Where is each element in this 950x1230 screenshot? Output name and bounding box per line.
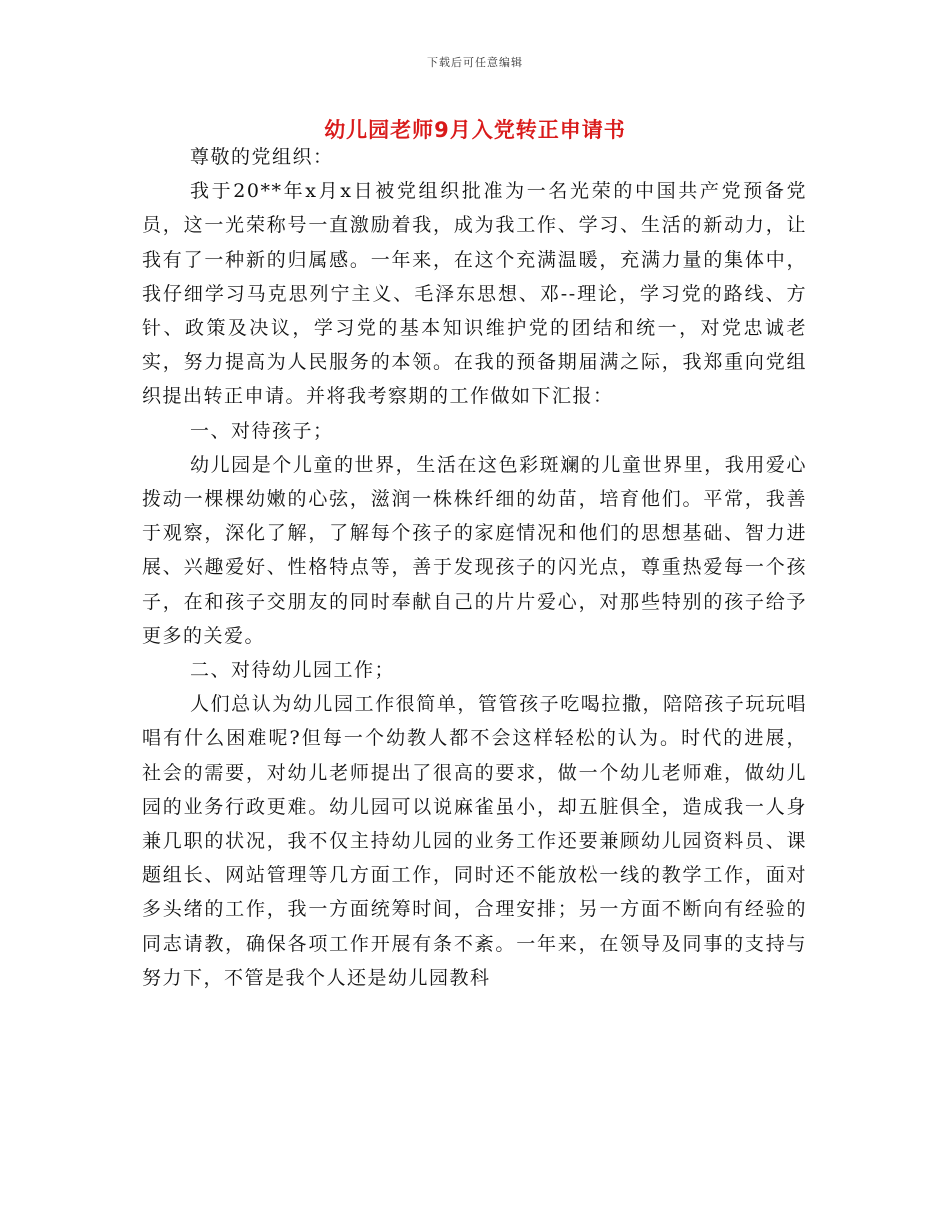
section-heading-kindergarten-work: 二、对待幼儿园工作； <box>190 659 396 682</box>
paragraph-children: 幼儿园是个儿童的世界，生活在这色彩斑斓的儿童世界里，我用爱心拨动一棵棵幼嫩的心弦，滋润一株株纤细的幼苗，培育他们。平常，我善于观察，深化了解，了解每个孩子的家庭情况和他们的思想基础、智力进展、兴趣爱好、性格特点等，善于发现孩子的闪光点，尊重热爱每一个孩子，在和孩子交朋友的同时奉献自己的片片爱心，对那些特别的孩子给予更多的关爱。 <box>142 453 807 647</box>
salutation: 尊敬的党组织： <box>190 146 334 168</box>
section-heading-children: 一、对待孩子； <box>190 419 334 442</box>
document-body <box>142 140 807 995</box>
paragraph-intro: 我于20**年x月x日被党组织批准为一名光荣的中国共产党预备党员，这一光荣称号一直激励着我，成为我工作、学习、生活的新动力，让我有了一种新的归属感。一年来，在这个充满温暖，充满力量的集体中，我仔细学习马克思列宁主义、毛泽东思想、邓--理论，学习党的路线、方针、政策及决议，学习党的基本知识维护党的团结和统一，对党忠诚老实，努力提高为人民服务的本领。在我的预备期届满之际，我郑重向党组织提出转正申请。并将我考察期的工作做如下汇报： <box>142 180 807 408</box>
header-note: 下载后可任意编辑 <box>427 56 523 69</box>
paragraph-kindergarten-work: 人们总认为幼儿园工作很简单，管管孩子吃喝拉撒，陪陪孩子玩玩唱唱有什么困难呢?但每一个幼教人都不会这样轻松的认为。时代的进展，社会的需要，对幼儿老师提出了很高的要求，做一个幼儿老师难，做幼儿园的业务行政更难。幼儿园可以说麻雀虽小，却五脏俱全，造成我一人身兼几职的状况，我不仅主持幼儿园的业务工作还要兼顾幼儿园资料员、课题组长、网站管理等几方面工作，同时还不能放松一线的教学工作，面对多头绪的工作，我一方面统筹时间，合理安排；另一方面不断向有经验的同志请教，确保各项工作开展有条不紊。一年来，在领导及同事的支持与努力下，不管是我个人还是幼儿园教科 <box>142 693 807 989</box>
document-title: 幼儿园老师9月入党转正申请书 <box>324 118 626 142</box>
